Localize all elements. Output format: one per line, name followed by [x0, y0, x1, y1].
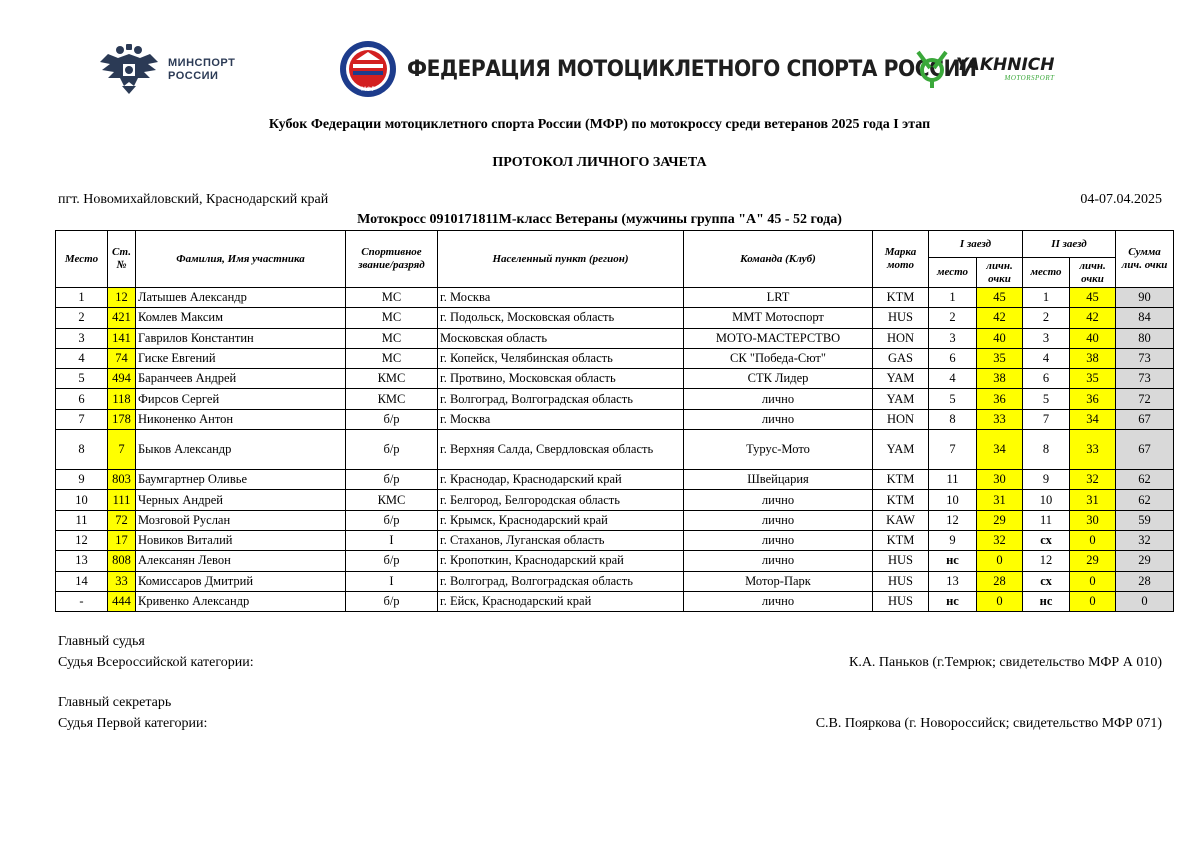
col-race-2: II заезд	[1023, 231, 1116, 258]
cell-race-2-points: 29	[1070, 551, 1116, 571]
cell-team: ММТ Мотоспорт	[684, 308, 873, 328]
cell-moto: YAM	[873, 430, 929, 470]
cell-race-1-points: 34	[977, 430, 1023, 470]
cell-place: 11	[56, 510, 108, 530]
cell-sum: 62	[1116, 470, 1174, 490]
cell-rank: б/р	[346, 551, 438, 571]
cell-start-no: 803	[108, 470, 136, 490]
cell-race-2-place: 12	[1023, 551, 1070, 571]
cell-race-2-place: 9	[1023, 470, 1070, 490]
cell-name: Алексанян Левон	[136, 551, 346, 571]
cell-team: лично	[684, 551, 873, 571]
cell-race-2-points: 45	[1070, 288, 1116, 308]
chief-secretary-name: С.В. Пояркова (г. Новороссийск; свидетельство МФР 071)	[815, 716, 1162, 731]
col-rank-line-2: звание/разряд	[358, 259, 425, 271]
col-race-1: I заезд	[929, 231, 1023, 258]
cell-race-1-place: 6	[929, 348, 977, 368]
col-race-1-points-line-2: очки	[988, 272, 1011, 285]
cell-moto: YAM	[873, 369, 929, 389]
cell-name: Гиске Евгений	[136, 348, 346, 368]
cell-name: Гаврилов Константин	[136, 328, 346, 348]
col-team: Команда (Клуб)	[684, 231, 873, 288]
cell-start-no: 33	[108, 571, 136, 591]
cell-race-2-points: 0	[1070, 530, 1116, 550]
col-race-2-points-line-1: личн.	[1079, 259, 1106, 272]
sponsor-text-block	[952, 54, 1055, 82]
cell-name: Кривенко Александр	[136, 591, 346, 611]
cell-team: СТК Лидер	[684, 369, 873, 389]
cell-place: 12	[56, 530, 108, 550]
col-start-no	[108, 231, 136, 288]
cell-name: Черных Андрей	[136, 490, 346, 510]
cell-race-2-place: 7	[1023, 409, 1070, 429]
table-row	[56, 490, 1174, 510]
cell-race-1-points: 38	[977, 369, 1023, 389]
cell-moto: HUS	[873, 308, 929, 328]
cell-place: 5	[56, 369, 108, 389]
col-race-1-place: место	[929, 258, 977, 288]
cell-race-2-points: 32	[1070, 470, 1116, 490]
cell-race-2-place: 10	[1023, 490, 1070, 510]
col-race-2-place: место	[1023, 258, 1070, 288]
cell-start-no: 72	[108, 510, 136, 530]
cell-place: 7	[56, 409, 108, 429]
cell-sum: 80	[1116, 328, 1174, 348]
cell-race-1-points: 42	[977, 308, 1023, 328]
cell-place: 1	[56, 288, 108, 308]
table-row	[56, 328, 1174, 348]
cell-race-1-points: 28	[977, 571, 1023, 591]
cell-city: г. Ейск, Краснодарский край	[438, 591, 684, 611]
cell-race-1-points: 29	[977, 510, 1023, 530]
col-sum-line-1: Сумма	[1128, 246, 1161, 258]
cell-race-1-place: 1	[929, 288, 977, 308]
col-moto-line-1: Марка	[884, 246, 917, 258]
cell-moto: KTM	[873, 288, 929, 308]
cell-city: г. Волгоград, Волгоградская область	[438, 571, 684, 591]
protocol-title: ПРОТОКОЛ ЛИЧНОГО ЗАЧЕТА	[492, 155, 707, 170]
cell-city: г. Подольск, Московская область	[438, 308, 684, 328]
cell-rank: КМС	[346, 389, 438, 409]
cell-place: 4	[56, 348, 108, 368]
col-sum-line-2: лич. очки	[1121, 259, 1168, 271]
table-row	[56, 348, 1174, 368]
cell-team: лично	[684, 389, 873, 409]
cell-name: Комиссаров Дмитрий	[136, 571, 346, 591]
cell-team: Швейцария	[684, 470, 873, 490]
cell-rank: б/р	[346, 409, 438, 429]
cell-sum: 32	[1116, 530, 1174, 550]
cell-team: СК "Победа-Сют"	[684, 348, 873, 368]
cell-team: Мотор-Парк	[684, 571, 873, 591]
cell-start-no: 808	[108, 551, 136, 571]
col-moto-line-2: мото	[887, 259, 914, 271]
cell-name: Мозговой Руслан	[136, 510, 346, 530]
col-race-2-points-line-2: очки	[1081, 272, 1104, 285]
cell-rank: б/р	[346, 510, 438, 530]
cell-rank: I	[346, 571, 438, 591]
cell-start-no: 7	[108, 430, 136, 470]
cell-sum: 73	[1116, 369, 1174, 389]
cell-name: Баранчеев Андрей	[136, 369, 346, 389]
cell-race-1-points: 0	[977, 591, 1023, 611]
cell-race-2-points: 0	[1070, 571, 1116, 591]
cell-race-2-points: 40	[1070, 328, 1116, 348]
cell-race-1-place: 9	[929, 530, 977, 550]
cell-start-no: 12	[108, 288, 136, 308]
chief-secretary-category: Судья Первой категории:	[58, 716, 208, 731]
cell-moto: HUS	[873, 591, 929, 611]
cell-sum: 67	[1116, 430, 1174, 470]
cell-sum: 59	[1116, 510, 1174, 530]
class-title: Мотокросс 0910171811М-класс Ветераны (мужчины группа "А" 45 - 52 года)	[357, 212, 842, 227]
cell-place: 8	[56, 430, 108, 470]
cell-rank: КМС	[346, 490, 438, 510]
chief-judge-title: Главный судья	[58, 634, 145, 649]
cell-moto: GAS	[873, 348, 929, 368]
cell-city: г. Москва	[438, 409, 684, 429]
cell-moto: KAW	[873, 510, 929, 530]
col-sum	[1116, 231, 1174, 288]
cell-race-1-points: 32	[977, 530, 1023, 550]
svg-text:МФР: МФР	[361, 86, 375, 93]
cell-name: Фирсов Сергей	[136, 389, 346, 409]
cell-team: лично	[684, 490, 873, 510]
cell-name: Быков Александр	[136, 430, 346, 470]
sponsor-emblem-icon	[912, 48, 952, 90]
cell-race-1-points: 0	[977, 551, 1023, 571]
cell-rank: МС	[346, 308, 438, 328]
chief-secretary-title: Главный секретарь	[58, 695, 172, 710]
cell-moto: HUS	[873, 571, 929, 591]
cell-race-2-points: 38	[1070, 348, 1116, 368]
cell-race-2-points: 31	[1070, 490, 1116, 510]
col-race-2-points	[1070, 258, 1116, 288]
cell-race-2-points: 35	[1070, 369, 1116, 389]
cell-sum: 67	[1116, 409, 1174, 429]
minsport-logo	[98, 42, 235, 98]
cell-race-1-points: 31	[977, 490, 1023, 510]
cell-rank: I	[346, 530, 438, 550]
cell-rank: б/р	[346, 591, 438, 611]
cell-sum: 28	[1116, 571, 1174, 591]
cell-moto: KTM	[873, 530, 929, 550]
cell-start-no: 178	[108, 409, 136, 429]
cell-race-1-place: 7	[929, 430, 977, 470]
cell-sum: 73	[1116, 348, 1174, 368]
cell-moto: YAM	[873, 389, 929, 409]
cell-place: 6	[56, 389, 108, 409]
cell-race-1-place: 12	[929, 510, 977, 530]
cell-place: 3	[56, 328, 108, 348]
cell-team: МОТО-МАСТЕРСТВО	[684, 328, 873, 348]
col-rank	[346, 231, 438, 288]
minsport-caption	[168, 57, 235, 83]
cell-race-2-place: 6	[1023, 369, 1070, 389]
cell-city: г. Крымск, Краснодарский край	[438, 510, 684, 530]
event-date: 04-07.04.2025	[1080, 192, 1162, 207]
cell-team: лично	[684, 591, 873, 611]
venue: пгт. Новомихайловский, Краснодарский край	[58, 192, 329, 207]
cell-name: Баумгартнер Оливье	[136, 470, 346, 490]
cell-rank: КМС	[346, 369, 438, 389]
cell-city: г. Волгоград, Волгоградская область	[438, 389, 684, 409]
cell-sum: 84	[1116, 308, 1174, 328]
col-place: Место	[56, 231, 108, 288]
federation-title: ФЕДЕРАЦИЯ МОТОЦИКЛЕТНОГО СПОРТА РОССИИ	[407, 56, 977, 82]
cell-race-2-place: 8	[1023, 430, 1070, 470]
col-moto	[873, 231, 929, 288]
chief-judge-name: К.А. Паньков (г.Темрюк; свидетельство МФР А 010)	[848, 655, 1162, 670]
cell-sum: 72	[1116, 389, 1174, 409]
cell-team: лично	[684, 530, 873, 550]
cell-race-2-points: 34	[1070, 409, 1116, 429]
logo-row	[0, 38, 1199, 102]
cell-race-1-points: 36	[977, 389, 1023, 409]
cell-name: Комлев Максим	[136, 308, 346, 328]
results-body	[56, 288, 1174, 612]
cell-race-1-place: 3	[929, 328, 977, 348]
cell-rank: МС	[346, 328, 438, 348]
cell-race-2-place: сх	[1023, 530, 1070, 550]
col-city: Населенный пункт (регион)	[438, 231, 684, 288]
header-row	[56, 231, 1174, 258]
cell-race-2-place: 2	[1023, 308, 1070, 328]
table-row	[56, 308, 1174, 328]
cell-moto: KTM	[873, 490, 929, 510]
cell-start-no: 111	[108, 490, 136, 510]
cell-race-1-points: 30	[977, 470, 1023, 490]
cell-rank: МС	[346, 288, 438, 308]
chief-judge-category: Судья Всероссийской категории:	[58, 655, 254, 670]
results-table	[55, 230, 1174, 612]
table-row	[56, 551, 1174, 571]
cell-start-no: 17	[108, 530, 136, 550]
cell-race-1-place: нс	[929, 551, 977, 571]
col-start-no-line-2: №	[116, 259, 127, 271]
cell-race-1-place: 11	[929, 470, 977, 490]
cell-start-no: 494	[108, 369, 136, 389]
cell-moto: HON	[873, 328, 929, 348]
cell-start-no: 421	[108, 308, 136, 328]
cell-place: 9	[56, 470, 108, 490]
cell-city: г. Краснодар, Краснодарский край	[438, 470, 684, 490]
table-row	[56, 571, 1174, 591]
cell-race-2-place: нс	[1023, 591, 1070, 611]
cell-city: г. Москва	[438, 288, 684, 308]
cell-race-1-place: 13	[929, 571, 977, 591]
cell-race-2-points: 36	[1070, 389, 1116, 409]
table-row	[56, 591, 1174, 611]
cell-place: 2	[56, 308, 108, 328]
cell-race-1-place: 5	[929, 389, 977, 409]
table-row	[56, 530, 1174, 550]
cell-rank: МС	[346, 348, 438, 368]
cell-race-1-place: 8	[929, 409, 977, 429]
cell-sum: 0	[1116, 591, 1174, 611]
cell-race-2-points: 42	[1070, 308, 1116, 328]
sponsor-name: YAKHNICH	[956, 54, 1055, 75]
cell-team: лично	[684, 510, 873, 530]
cell-race-2-place: 4	[1023, 348, 1070, 368]
cell-race-1-place: 10	[929, 490, 977, 510]
table-row	[56, 470, 1174, 490]
cell-start-no: 118	[108, 389, 136, 409]
cell-team: лично	[684, 409, 873, 429]
cell-race-1-points: 45	[977, 288, 1023, 308]
cell-race-1-place: 2	[929, 308, 977, 328]
sponsor-logo	[912, 48, 1055, 90]
double-headed-eagle-icon	[98, 42, 160, 98]
cell-place: 14	[56, 571, 108, 591]
cell-moto: HON	[873, 409, 929, 429]
cell-start-no: 444	[108, 591, 136, 611]
minsport-line-2: РОССИИ	[168, 70, 219, 82]
cell-city: г. Белгород, Белгородская область	[438, 490, 684, 510]
document-title: Кубок Федерации мотоциклетного спорта России (МФР) по мотокроссу среди ветеранов 2025 года I этап	[268, 117, 931, 132]
cell-race-1-points: 35	[977, 348, 1023, 368]
cell-sum: 90	[1116, 288, 1174, 308]
cell-rank: б/р	[346, 470, 438, 490]
cell-city: г. Стаханов, Луганская область	[438, 530, 684, 550]
cell-sum: 62	[1116, 490, 1174, 510]
col-rank-line-1: Спортивное	[361, 246, 422, 258]
table-row	[56, 430, 1174, 470]
cell-city: г. Протвино, Московская область	[438, 369, 684, 389]
cell-race-2-place: сх	[1023, 571, 1070, 591]
cell-race-1-place: 4	[929, 369, 977, 389]
cell-team: LRT	[684, 288, 873, 308]
table-row	[56, 510, 1174, 530]
cell-sum: 29	[1116, 551, 1174, 571]
cell-race-2-points: 33	[1070, 430, 1116, 470]
col-race-1-points	[977, 258, 1023, 288]
cell-name: Новиков Виталий	[136, 530, 346, 550]
cell-name: Латышев Александр	[136, 288, 346, 308]
cell-moto: KTM	[873, 470, 929, 490]
table-row	[56, 389, 1174, 409]
federation-emblem-icon	[339, 40, 397, 98]
cell-city: г. Верхняя Салда, Свердловская область	[438, 430, 684, 470]
cell-place: 13	[56, 551, 108, 571]
col-name: Фамилия, Имя участника	[136, 231, 346, 288]
table-row	[56, 369, 1174, 389]
col-race-1-points-line-1: личн.	[986, 259, 1013, 272]
col-start-no-line-1: Ст.	[112, 246, 131, 258]
cell-race-2-points: 0	[1070, 591, 1116, 611]
cell-race-2-points: 30	[1070, 510, 1116, 530]
cell-name: Никоненко Антон	[136, 409, 346, 429]
cell-place: -	[56, 591, 108, 611]
cell-city: Московская область	[438, 328, 684, 348]
cell-city: г. Копейск, Челябинская область	[438, 348, 684, 368]
cell-race-2-place: 5	[1023, 389, 1070, 409]
sponsor-subtitle: MOTORSPORT	[1004, 73, 1055, 82]
cell-race-2-place: 1	[1023, 288, 1070, 308]
cell-race-1-points: 40	[977, 328, 1023, 348]
cell-start-no: 74	[108, 348, 136, 368]
cell-team: Турус-Мото	[684, 430, 873, 470]
cell-moto: HUS	[873, 551, 929, 571]
cell-race-1-place: нс	[929, 591, 977, 611]
cell-rank: б/р	[346, 430, 438, 470]
table-row	[56, 288, 1174, 308]
minsport-line-1: МИНСПОРТ	[168, 57, 236, 69]
table-row	[56, 409, 1174, 429]
cell-place: 10	[56, 490, 108, 510]
cell-start-no: 141	[108, 328, 136, 348]
cell-race-1-points: 33	[977, 409, 1023, 429]
cell-race-2-place: 11	[1023, 510, 1070, 530]
cell-city: г. Кропоткин, Краснодарский край	[438, 551, 684, 571]
cell-race-2-place: 3	[1023, 328, 1070, 348]
